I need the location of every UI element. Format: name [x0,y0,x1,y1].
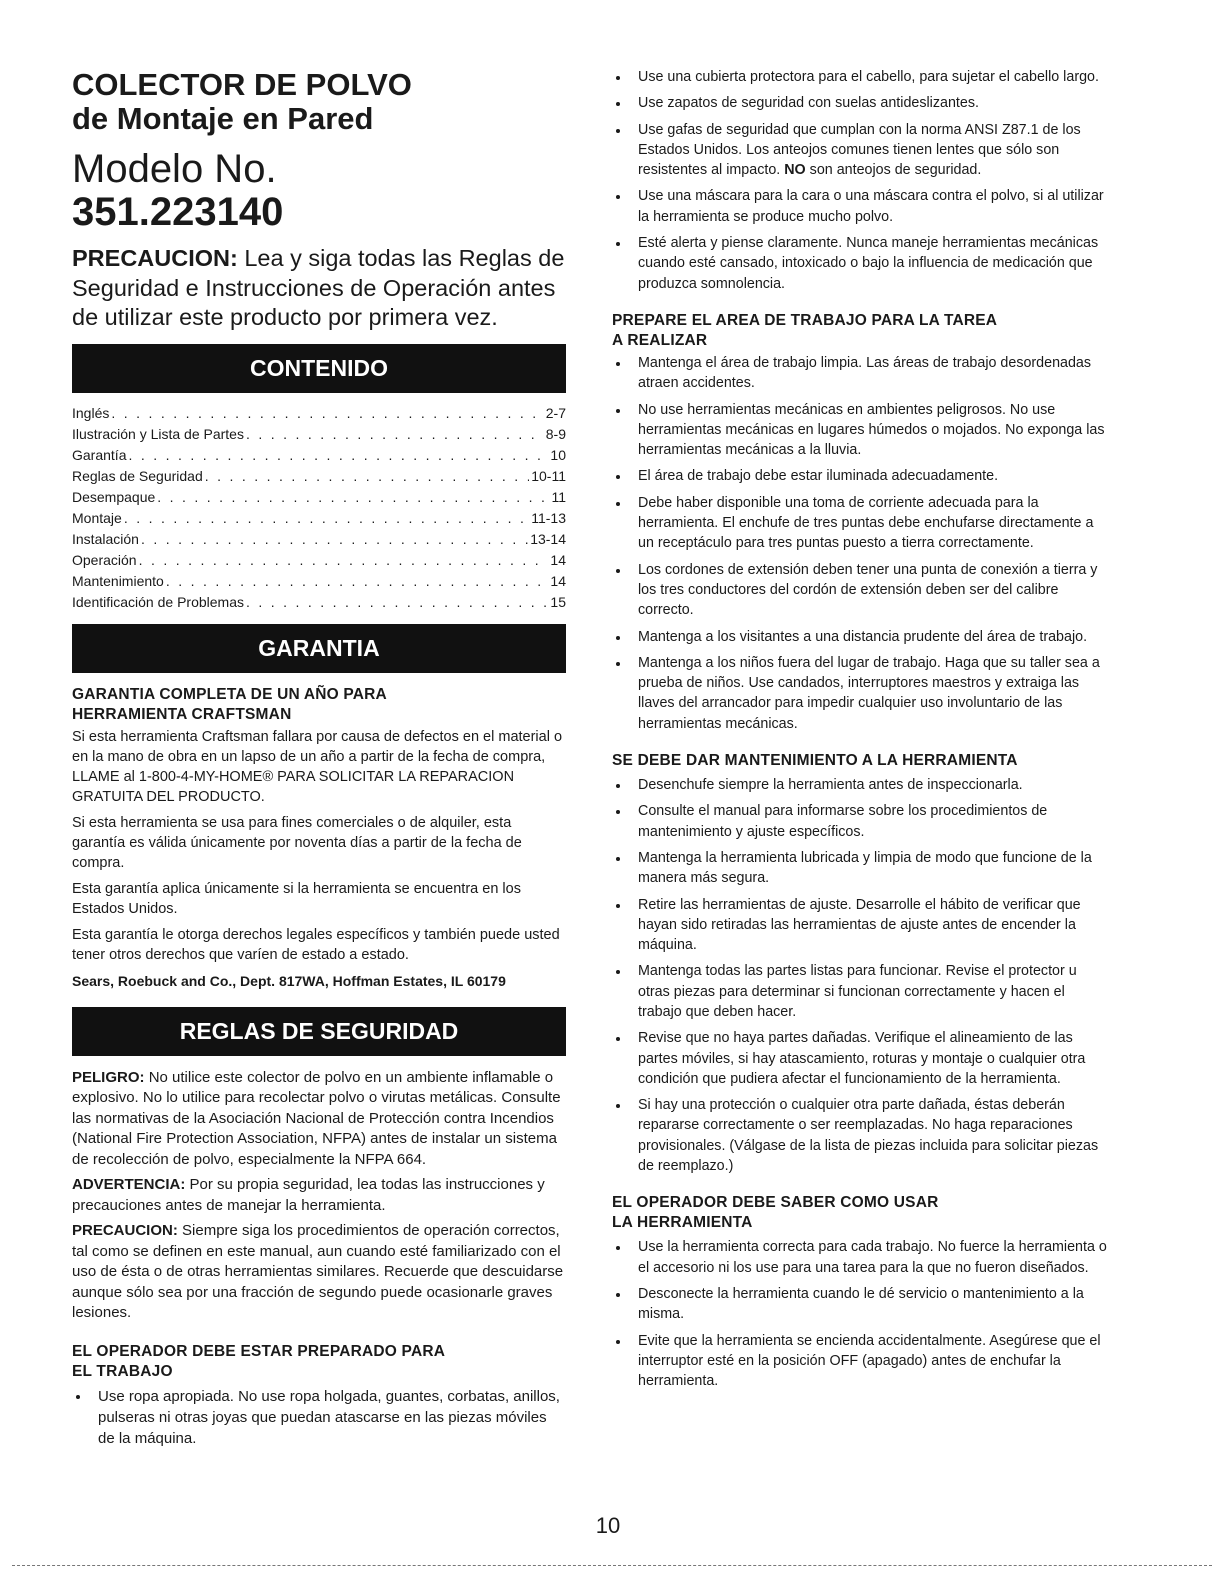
toc-entry [72,466,566,487]
warranty-heading: GARANTIA [72,624,566,673]
table-of-contents [72,403,566,613]
toc-entry-label: Identificación de Problemas [72,593,244,610]
list-item: Mantenga todas las partes listas para funcionar. Revise el protector u otras piezas para determinar si funcionan correctamente y hacen el trabajo que deben hacer. [612,961,1107,1022]
warranty-paragraph: Esta garantía le otorga derechos legales específicos y también puede usted tener otros derechos que varíen de estado a estado. [72,926,560,963]
product-title [72,68,566,136]
precaution-notice [72,244,566,333]
toc-leader-dots [166,571,549,592]
warranty-paragraph: Si esta herramienta Craftsman fallara por causa de defectos en el material o en la mano de obra en un lapso de un año a partir de la fecha de compra, LLAME al 1-800-4-MY-HOME® PARA SOLICITAR LA REPARACION GRATUITA DEL PRODUCTO. [72,728,563,805]
right-column [612,0,1107,1391]
know-tool-heading [612,1193,1107,1233]
toc-entry [72,592,566,613]
list-item: Consulte el manual para informarse sobre los procedimientos de mantenimiento y ajuste específicos. [612,801,1107,842]
operator-prepared-list-right [612,67,1107,294]
caution-label: PRECAUCION: [72,1222,178,1239]
list-item: Use una cubierta protectora para el cabello, para sujetar el cabello largo. [612,67,1107,87]
warranty-paragraph: Si esta herramienta se usa para fines comerciales o de alquiler, esta garantía es válida únicamente por noventa días a partir de la fecha de compra. [72,814,522,871]
list-item: Retire las herramientas de ajuste. Desarrolle el hábito de verificar que hayan sido retiradas las herramientas de ajuste antes de encender la máquina. [612,895,1107,956]
toc-leader-dots [246,424,544,445]
precaution-text: Lea y siga todas las Reglas de Seguridad e Instrucciones de Operación antes de utilizar este producto por primera vez. [72,245,565,330]
toc-entry-label: Instalación [72,530,139,547]
work-area-heading-line-2: A REALIZAR [612,331,708,349]
work-area-heading-line-1: PREPARE EL AREA DE TRABAJO PARA LA TAREA [612,311,998,329]
operator-prepared-heading-line-1: EL OPERADOR DEBE ESTAR PREPARADO PARA [72,1342,446,1360]
list-item: Use la herramienta correcta para cada trabajo. No fuerce la herramienta o el accesorio ni los use para una tarea para la que no fueron diseñados. [612,1237,1107,1278]
title-line-2: de Montaje en Pared [72,101,374,136]
toc-entry-label: Ilustración y Lista de Partes [72,425,244,442]
toc-entry-page: 10 [550,446,566,463]
work-area-heading [612,311,1107,351]
safety-rules-heading: REGLAS DE SEGURIDAD [72,1007,566,1056]
warning-notice [72,1175,566,1216]
list-item: Desenchufe siempre la herramienta antes de inspeccionarla. [612,775,1107,795]
glasses-tail: son anteojos de seguridad. [809,162,982,179]
toc-entry-label: Garantía [72,446,127,463]
toc-entry-page: 8-9 [545,425,566,442]
model-number: 351.223140 [72,190,284,234]
list-item: Esté alerta y piense claramente. Nunca maneje herramientas mecánicas cuando esté cansado, intoxicado o bajo la influencia de medicación que produzca somnolencia. [612,233,1107,294]
toc-leader-dots [157,487,549,508]
precaution-label: PRECAUCION: [72,245,238,271]
toc-entry-page: 15 [550,593,566,610]
work-area-list [612,353,1107,734]
toc-leader-dots [111,403,543,424]
toc-entry-page: 10-11 [531,467,566,484]
danger-notice [72,1068,566,1171]
list-item: No use herramientas mecánicas en ambientes peligrosos. No use herramientas mecánicas en lugares húmedos o mojados. No exponga las herramientas mecánicas a la lluvia. [612,400,1107,461]
model-label: Modelo No. [72,147,277,191]
caution-notice [72,1221,566,1324]
caution-text: Siempre siga los procedimientos de operación correctos, tal como se definen en este manual, aun cuando esté familiarizado con el uso de ésta o de otras herramientas similares. Recuerde que descuidarse aunque sólo sea por una fracción de segundo puede ocasionarle graves lesiones. [72,1222,564,1321]
contents-heading: CONTENIDO [72,344,566,393]
list-item: Use zapatos de seguridad con suelas antideslizantes. [612,93,1107,113]
list-item: Desconecte la herramienta cuando le dé servicio o mantenimiento a la misma. [612,1284,1107,1325]
toc-entry-page: 14 [550,551,566,568]
toc-entry-label: Operación [72,551,137,568]
bottom-rule [12,1565,1212,1566]
warning-label: ADVERTENCIA: [72,1176,186,1193]
toc-entry-label: Mantenimiento [72,572,164,589]
toc-entry-label: Montaje [72,509,122,526]
warranty-subheading-line-2: HERRAMIENTA CRAFTSMAN [72,705,292,723]
toc-entry-page: 13-14 [530,530,566,547]
danger-label: PELIGRO: [72,1068,145,1086]
toc-entry [72,571,566,592]
maintain-list [612,775,1107,1176]
left-column [72,0,566,1449]
list-item: Use ropa apropiada. No use ropa holgada, guantes, corbatas, anillos, pulseras ni otras joyas que puedan atascarse en las piezas móviles de la máquina. [72,1386,566,1449]
glasses-text: Use gafas de seguridad que cumplan con la norma ANSI Z87.1 de los Estados Unidos. Los anteojos comunes tienen lentes que sólo son resistentes al impacto. [638,121,1081,179]
warning-text: Por su propia seguridad, lea todas las instrucciones y precauciones antes de manejar la herramienta. [72,1176,545,1214]
warranty-subheading-line-1: GARANTIA COMPLETA DE UN AÑO PARA [72,685,387,703]
page-number: 10 [595,1513,621,1538]
list-item: Mantenga la herramienta lubricada y limpia de modo que funcione de la manera más segura. [612,848,1107,889]
list-item: Evite que la herramienta se encienda accidentalmente. Asegúrese que el interruptor esté en la posición OFF (apagado) antes de enchufar la herramienta. [612,1331,1107,1392]
list-item: Mantenga a los niños fuera del lugar de trabajo. Haga que su taller sea a prueba de niños. Use candados, interruptores maestros y extraiga las llaves del arrancador para impedir cualquier uso involuntario de las herramientas mecánicas. [612,653,1107,734]
list-item: Si hay una protección o cualquier otra parte dañada, éstas deberán repararse correctamente o ser reemplazadas. No haga reparaciones provisionales. (Válgase de la lista de piezas incluida para solicitar piezas de reemplazo.) [612,1095,1107,1176]
list-item: Debe haber disponible una toma de corriente adecuada para la herramienta. El enchufe de tres puntas debe enchufarse directamente a un receptáculo para tres puntas puesto a tierra correctamente. [612,493,1107,554]
toc-entry-page: 2-7 [545,404,566,421]
maintain-heading: SE DEBE DAR MANTENIMIENTO A LA HERRAMIENTA [612,752,1018,770]
list-item: Los cordones de extensión deben tener una punta de conexión a tierra y los tres conductores del cordón de extensión deben ser del calibre correcto. [612,560,1107,621]
know-tool-heading-line-2: LA HERRAMIENTA [612,1214,753,1232]
warranty-address: Sears, Roebuck and Co., Dept. 817WA, Hoffman Estates, IL 60179 [72,972,506,989]
toc-entry-page: 11 [551,488,566,505]
warranty-paragraph: Esta garantía aplica únicamente si la herramienta se encuentra en los Estados Unidos. [72,880,521,917]
list-item: Mantenga a los visitantes a una distancia prudente del área de trabajo. [612,627,1107,647]
operator-prepared-heading [72,1342,566,1382]
operator-prepared-list-left [72,1386,566,1449]
list-item: Mantenga el área de trabajo limpia. Las áreas de trabajo desordenadas atraen accidentes. [612,353,1107,394]
toc-leader-dots [139,550,549,571]
danger-text: No utilice este colector de polvo en un ambiente inflamable o explosivo. No lo utilice para recolectar polvo o virutas metálicas. Consulte las normativas de la Asociación Nacional de Protección contra Incendios (National Fire Protection Association, NFPA) antes de instalar un sistema de recolección de polvo, especialmente la NFPA 664. [72,1068,561,1168]
list-item: Revise que no haya partes dañadas. Verifique el alineamiento de las partes móviles, si hay atascamiento, roturas y montaje o cualquier otra condición que pudiera afectar el funcionamiento de la herramienta. [612,1028,1107,1089]
toc-entry-label: Reglas de Seguridad [72,467,203,484]
title-line-1: COLECTOR DE POLVO [72,67,412,102]
know-tool-heading-line-1: EL OPERADOR DEBE SABER COMO USAR [612,1194,939,1212]
know-tool-list [612,1237,1107,1391]
toc-leader-dots [205,466,529,487]
toc-leader-dots [141,529,528,550]
toc-entry [72,445,566,466]
list-item: El área de trabajo debe estar iluminada adecuadamente. [612,466,1107,486]
toc-leader-dots [246,592,548,613]
toc-entry [72,487,566,508]
toc-leader-dots [128,445,548,466]
toc-leader-dots [124,508,529,529]
toc-entry [72,424,566,445]
warranty-subheading [72,685,566,725]
glasses-no: NO [784,162,806,179]
toc-entry [72,550,566,571]
toc-entry-page: 11-13 [531,509,566,526]
toc-entry [72,508,566,529]
toc-entry [72,403,566,424]
toc-entry-label: Desempaque [72,488,156,505]
toc-entry-page: 14 [550,572,566,589]
list-item: Use una máscara para la cara o una máscara contra el polvo, si al utilizar la herramienta se produce mucho polvo. [612,186,1107,227]
toc-entry [72,529,566,550]
toc-entry-label: Inglés [72,404,110,421]
operator-prepared-heading-line-2: EL TRABAJO [72,1362,173,1380]
list-item [612,120,1107,181]
